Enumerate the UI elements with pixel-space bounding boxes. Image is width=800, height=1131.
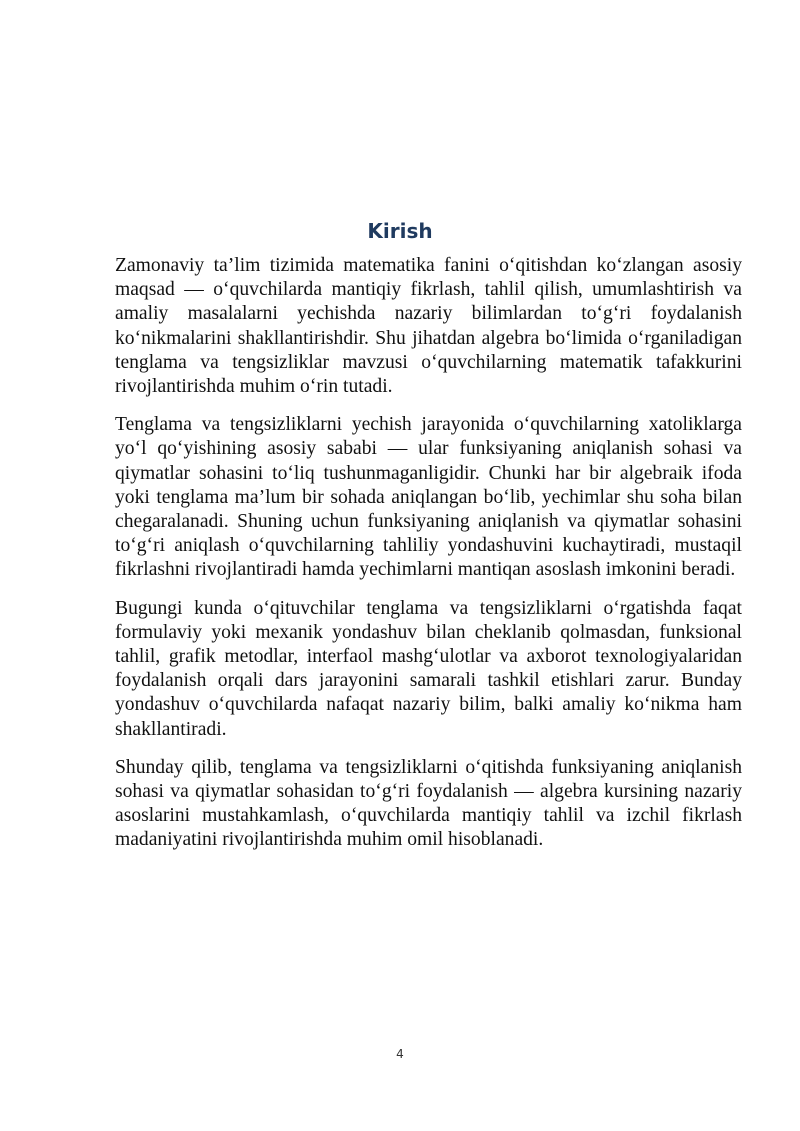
paragraph-3: Bugungi kunda o‘qituvchilar tenglama va tengsizliklarni o‘rgatishda faqat formulaviy yoki mexanik yondashuv bilan cheklanib qolmasdan, funksional tahlil, grafik metodlar, interfaol mashg‘ulotlar va axborot texnologiyalaridan foydalanish orqali dars jarayonini samarali tashkil etishlari zarur. Bunday yondashuv o‘quvchilarda nafaqat nazariy bilim, balki amaliy ko‘nikma ham shakllantiradi. — [115, 597, 742, 740]
section-heading: Kirish — [367, 219, 433, 244]
paragraph-1: Zamonaviy ta’lim tizimida matematika fanini o‘qitishdan ko‘zlangan asosiy maqsad — o‘quvchilarda mantiqiy fikrlash, tahlil qilish, umumlashtirish va amaliy masalalarni yechishda nazariy bilimlardan to‘g‘ri foydalanish ko‘nikmalarini shakllantirishdir. Shu jihatdan algebra bo‘limida o‘rganiladigan tenglama va tengsizliklar mavzusi o‘quvchilarning matematik tafakkurini rivojlantirishda muhim o‘rin tutadi. — [115, 255, 742, 398]
body-text — [115, 254, 742, 867]
page-number: 4 — [396, 1047, 404, 1061]
paragraph-4: Shunday qilib, tenglama va tengsizliklarni o‘qitishda funksiyaning aniqlanish sohasi va qiymatlar sohasidan to‘g‘ri foydalanish — algebra kursining nazariy asoslarini mustahkamlash, o‘quvchilarda mantiqiy tahlil va izchil fikrlash madaniyatini rivojlantirishda muhim omil hisoblanadi. — [115, 756, 742, 851]
paragraph-2: Tenglama va tengsizliklarni yechish jarayonida o‘quvchilarning xatoliklarga yo‘l qo‘yishining asosiy sababi — ular funksiyaning aniqlanish sohasi va qiymatlar sohasini to‘liq tushunmaganligidir. Chunki har bir algebraik ifoda yoki tenglama ma’lum bir sohada aniqlangan bo‘lib, yechimlar shu soha bilan chegaralanadi. Shuning uchun funksiyaning aniqlanish va qiymatlar sohasini to‘g‘ri aniqlash o‘quvchilarning tahliliy yondashuvini kuchaytiradi, mustaqil fikrlashni rivojlantiradi hamda yechimlarni mantiqan asoslash imkonini beradi. — [115, 414, 742, 581]
